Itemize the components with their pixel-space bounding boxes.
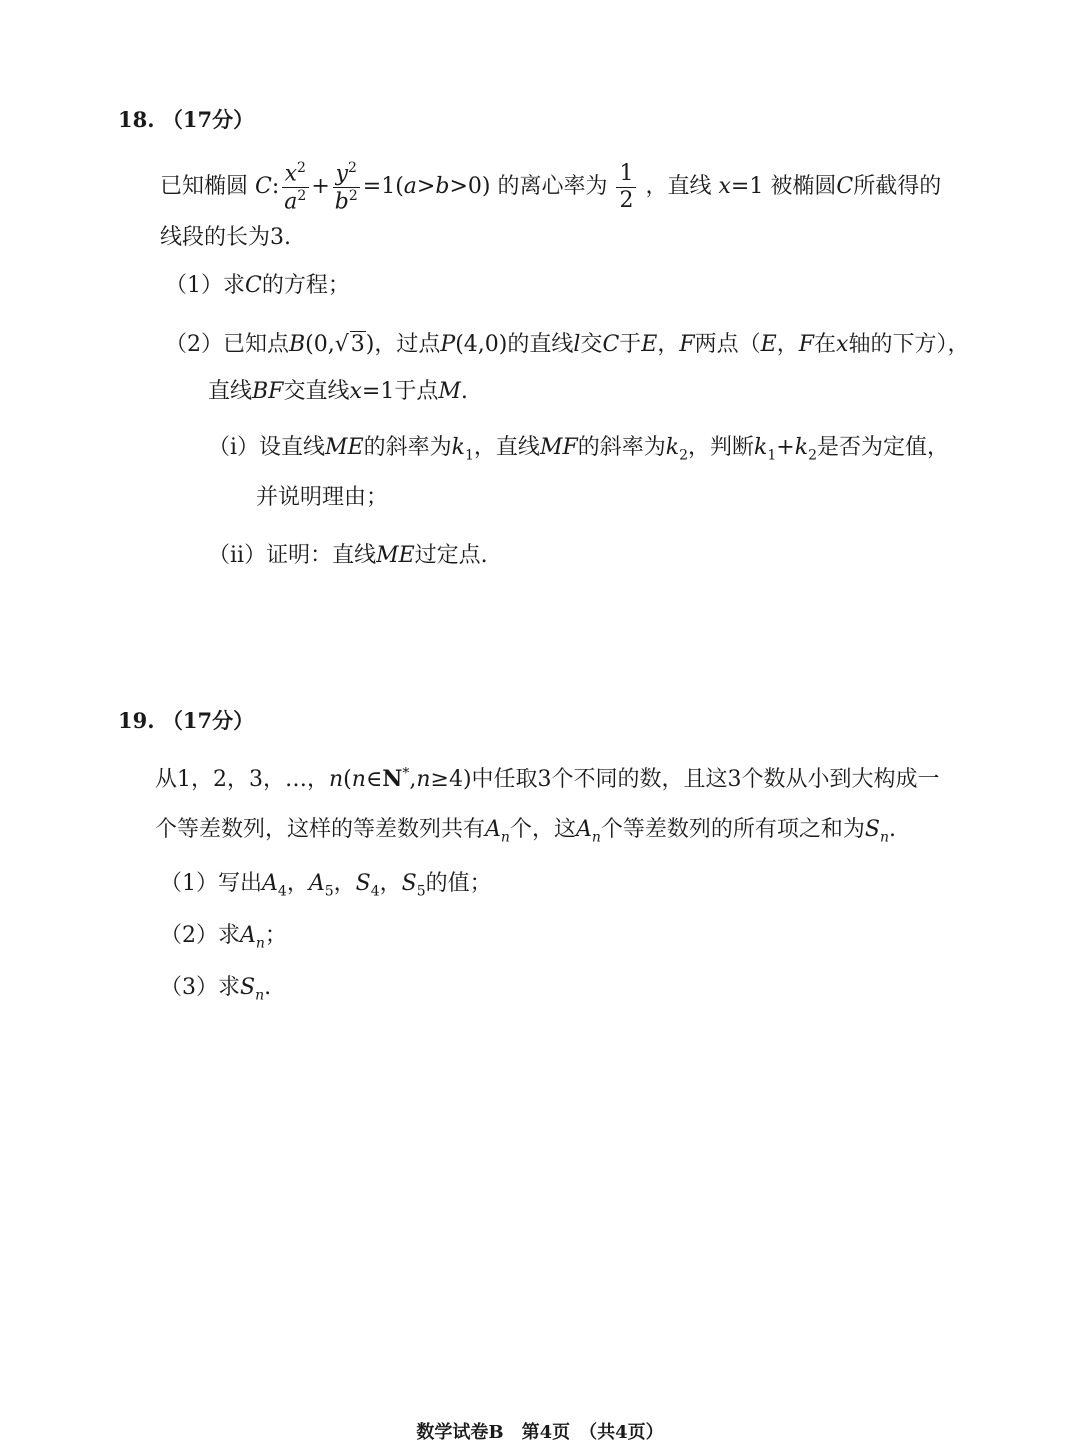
q18-pi-b: ，直线	[473, 435, 540, 460]
q18-pi-c: 的斜率为	[577, 435, 666, 460]
q18-stem-line2: 线段的长为3.	[160, 225, 291, 250]
q18-p2-a: ，过点	[374, 332, 441, 357]
q18-number: 18.	[118, 107, 155, 132]
q19-number: 19.	[118, 708, 155, 733]
line-x-eq-1: x=1	[718, 174, 764, 200]
q18-part2-line1: （2）已知点B(0,√3)，过点P(4,0)的直线l交C于E，F两点（E，F在x轴的下方），	[165, 332, 970, 357]
q19-stem-line2-b: 个，这	[509, 817, 576, 842]
q18-points: （17分）	[161, 107, 255, 132]
q19-part2: （2）求$A_n$；	[160, 923, 287, 952]
q19-stem-b: 中任取3个不同的数，且这3个数从小到大构成一	[471, 767, 940, 792]
q18-pii-tail: 过定点.	[414, 543, 488, 568]
q19-p3-label: （3）求	[160, 975, 240, 1000]
q19-stem-line2-a: 个等差数列，这样的等差数列共有	[155, 817, 486, 842]
q18-p2-line2-c: 于点	[394, 379, 439, 404]
q18-p2-f: 在	[814, 332, 837, 357]
q18-p2-g: 轴的下方），	[848, 332, 970, 357]
q18-p2-e: 两点（	[694, 332, 761, 357]
q18-stem-end: 被椭圆	[770, 174, 837, 200]
q18-p2-line2-a: 直线	[208, 379, 253, 404]
q18-p2-b: 的直线	[507, 332, 574, 357]
q19-stem-line2: 个等差数列，这样的等差数列共有$A_n$个，这$A_n$个等差数列的所有项之和为$S_n$.	[155, 817, 896, 846]
q19-header	[118, 705, 254, 735]
q18-pi-a: 的斜率为	[363, 435, 452, 460]
q19-part3: （3）求$S_n$.	[160, 975, 272, 1004]
q18-pi-label: （ⅰ）设直线	[208, 435, 326, 460]
q18-stem-after-frac: ，直线	[645, 174, 712, 200]
q19-p1-label: （1）写出	[160, 871, 262, 896]
q19-p1-tail: 的值；	[425, 871, 492, 896]
q18-pi-d: ，判断	[688, 435, 755, 460]
q18-p1-label: （1）求	[165, 273, 245, 298]
q18-stem-mid: 的离心率为	[497, 174, 608, 200]
q19-stem-line2-c: 个等差数列的所有项之和为	[600, 817, 865, 842]
q18-header	[118, 104, 254, 134]
q19-part1: （1）写出$A_4$，$A_5$，$S_4$，$S_5$的值；	[160, 871, 492, 900]
eccentricity-fraction: $\frac{1}{2}$	[616, 161, 636, 213]
page-footer: 数学试卷B 第4页 （共4页）	[416, 1422, 664, 1443]
q19-stem-a: 从1，2，3，…，	[155, 767, 329, 792]
q18-p2-label: （2）已知点	[165, 332, 289, 357]
q18-part-i-line1: （ⅰ）设直线ME的斜率为$k_1$，直线MF的斜率为$k_2$，判断$k_1+k_2$是否为定值，	[208, 435, 950, 464]
q19-p2-label: （2）求	[160, 923, 240, 948]
q18-pii-label: （ⅱ）证明：直线	[208, 543, 377, 568]
q19-points: （17分）	[161, 708, 255, 733]
q18-p2-d: 于	[619, 332, 642, 357]
ellipse-equation: C: $\frac{x^2}{a^2}$ + $\frac{y^2}{b^2}$ =1(a>b>0)	[255, 160, 491, 214]
q18-part-i-line2: 并说明理由；	[256, 485, 389, 510]
q18-pi-e: 是否为定值，	[817, 435, 950, 460]
q19-stem-line1: 从1，2，3，…，n(n∈N*,n≥4)中任取3个不同的数，且这3个数从小到大构成一	[155, 765, 940, 792]
q18-stem-line1: 已知椭圆 C: $\frac{x^2}{a^2}$ + $\frac{y^2}{b^2}$ =1(a>b>0) 的离心率为 $\frac{1}{2}$ ，直线 x=1 被椭圆C所截得的	[160, 160, 942, 214]
q18-stem-prefix: 已知椭圆	[160, 174, 249, 200]
q18-p2-line2-b: 交直线	[283, 379, 350, 404]
q18-p1-tail: 的方程；	[261, 273, 350, 298]
q18-stem-tail: 所截得的	[853, 174, 942, 200]
q18-p2-c: 交	[580, 332, 603, 357]
q18-part1: （1）求C的方程；	[165, 273, 350, 298]
q18-part2-line2: 直线BF交直线x=1于点M.	[208, 379, 468, 404]
q18-part-ii: （ⅱ）证明：直线ME过定点.	[208, 543, 488, 568]
